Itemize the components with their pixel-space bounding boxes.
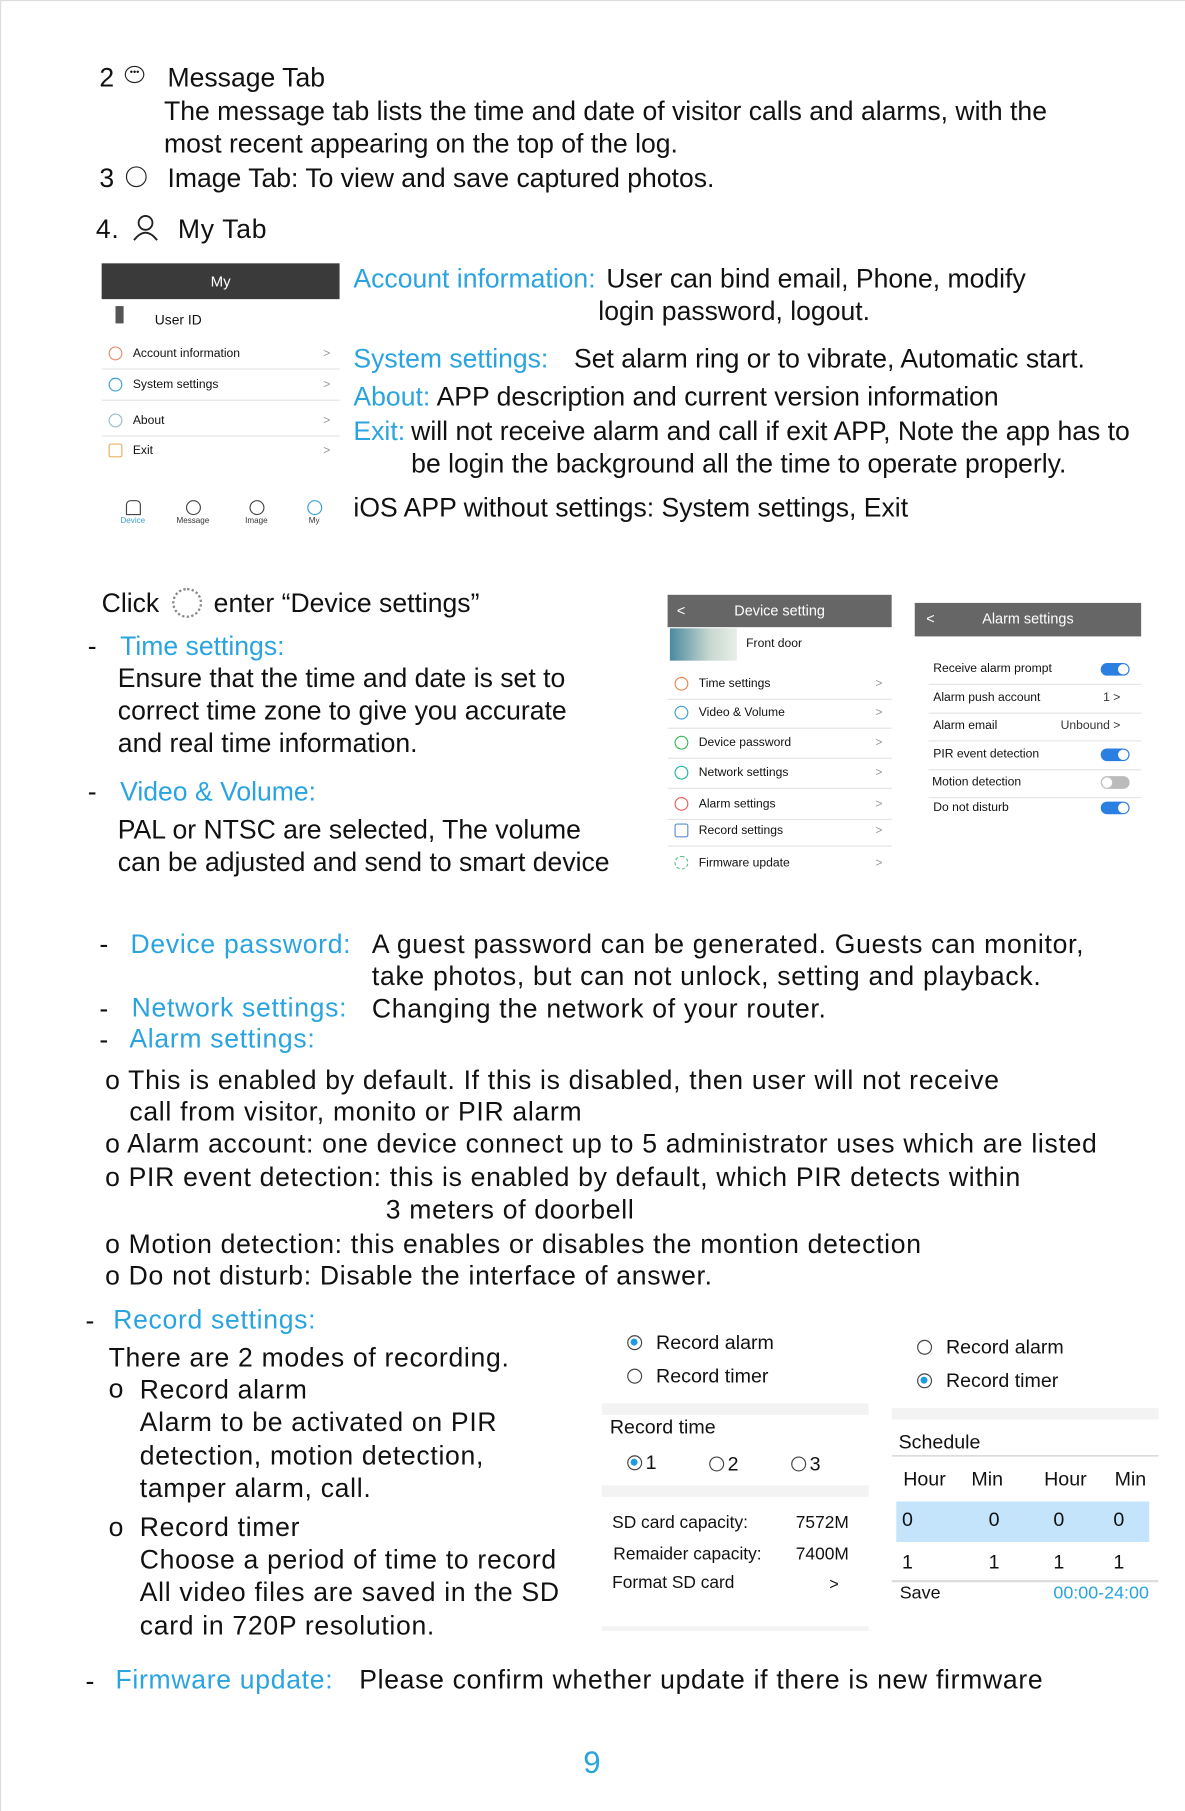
dash: - [99,1024,109,1055]
text: All video files are saved in the SD [139,1576,560,1607]
bullet: 3 meters of doorbell [385,1194,635,1225]
bullet-marker: o [108,1511,124,1542]
text: be login the background all the time to operate properly. [411,448,1067,479]
bullet: o PIR event detection: this is enabled by default, which PIR detects within [105,1161,1021,1192]
alarm-push-account-row[interactable]: Alarm push account 1 > [929,684,1142,714]
text: iOS APP without settings: System settings, Exit [353,492,909,523]
dash: - [87,630,97,661]
text: Please confirm whether update if there is new firmware [359,1664,1044,1695]
menu-time-settings[interactable]: Time settings > [668,670,892,700]
menu-network-settings[interactable]: Network settings > [668,759,892,789]
dash: - [99,928,109,959]
text: APP description and current version information [436,381,999,412]
dash: - [99,993,109,1024]
section-number: 4. [95,213,120,244]
text: Record alarm [139,1374,308,1405]
screen-title: Device setting [734,602,825,620]
bullet: call from visitor, monito or PIR alarm [129,1096,583,1127]
label: System settings: [353,343,549,374]
menu-device-password[interactable]: Device password > [668,729,892,759]
radio-record-alarm[interactable]: Record alarm [627,1332,774,1355]
image-icon [126,166,147,187]
radio-record-timer[interactable]: Record timer [917,1370,1058,1393]
cell: 0 [988,1508,1000,1531]
text: Click [101,587,160,618]
text: Alarm to be activated on PIR [139,1406,498,1437]
section-title: Image Tab: To view and save captured photos. [167,162,715,193]
menu-record-settings[interactable]: Record settings > [668,817,892,847]
cell: 1 [1053,1551,1065,1574]
tab-message[interactable]: Message [170,500,216,525]
toggle[interactable] [1101,663,1130,676]
cell: 1 [988,1551,1000,1574]
label: Alarm settings: [129,1023,316,1054]
section-number: 2 [99,62,115,93]
pir-detection-row: PIR event detection [929,740,1142,770]
text: and real time information. [117,727,418,758]
text: Set alarm ring or to vibrate, Automatic start. [574,343,1085,374]
text: detection, motion detection, [139,1440,485,1471]
bullet: o This is enabled by default. If this is disabled, then user will not receive [105,1064,1000,1095]
section-desc: The message tab lists the time and date of visitor calls and alarms, with the [164,95,1047,126]
device-setting-screenshot [668,595,892,878]
text: Changing the network of your router. [371,993,827,1024]
text: Record timer [139,1511,301,1542]
radio-time-2[interactable]: 2 [709,1453,738,1476]
text: enter “Device settings” [213,587,480,618]
label: Time settings: [120,630,285,661]
cell: 0 [902,1508,913,1531]
radio-record-timer[interactable]: Record timer [627,1365,768,1388]
menu-system-settings[interactable]: System settings > [102,371,340,401]
screen-header: My [102,263,340,299]
label: Firmware update: [115,1664,334,1695]
menu-exit[interactable]: Exit > [102,437,340,466]
label: Video & Volume: [120,776,317,807]
text: There are 2 modes of recording. [108,1342,510,1373]
page-number: 9 [583,1745,601,1780]
cell: 0 [1113,1508,1125,1531]
toggle[interactable] [1101,748,1130,761]
camera-name: Front door [746,636,803,651]
receive-alarm-prompt-row: Receive alarm prompt [929,655,1142,685]
column-header: Min [1114,1468,1147,1490]
user-id: User ID [154,311,202,329]
menu-about[interactable]: About > [102,407,340,437]
column-header: Hour [1044,1468,1087,1490]
label: Network settings: [131,992,348,1023]
radio-time-3[interactable]: 3 [791,1453,820,1476]
phone-icon [116,306,124,323]
remaining-capacity-value: 7400M [795,1544,849,1564]
sd-capacity-label: SD card capacity: [612,1513,748,1533]
cell: 0 [1053,1508,1065,1531]
section-title: My Tab [177,213,268,244]
column-header: Min [971,1468,1004,1490]
section-title: Message Tab [167,62,326,93]
text: will not receive alarm and call if exit APP, Note the app has to [411,415,1130,446]
text: card in 720P resolution. [139,1610,436,1641]
schedule-range: 00:00-24:00 [1053,1583,1149,1604]
message-icon: ••• [125,66,145,83]
text: login password, logout. [598,295,871,326]
toggle[interactable] [1101,802,1130,815]
menu-firmware-update[interactable]: Firmware update > [668,849,892,878]
cell: 1 [902,1551,913,1574]
dash: - [85,1305,95,1336]
bullet-marker: o [108,1373,124,1404]
text: can be adjusted and send to smart device [117,846,610,877]
menu-account-information[interactable]: Account information > [102,340,340,370]
text: Choose a period of time to record [139,1544,557,1575]
menu-alarm-settings[interactable]: Alarm settings > [668,790,892,820]
bullet: o Motion detection: this enables or disables the montion detection [105,1228,922,1259]
label: Record settings: [113,1303,317,1335]
menu-video-volume[interactable]: Video & Volume > [668,699,892,729]
record-time-label: Record time [609,1416,716,1438]
bullet: o Do not disturb: Disable the interface of answer. [105,1260,713,1291]
toggle[interactable] [1101,776,1130,789]
save-button[interactable]: Save [899,1583,941,1604]
screen-title: Alarm settings [982,610,1074,628]
tab-device[interactable]: Device [110,500,156,525]
cell: 1 [1113,1551,1125,1574]
back-button[interactable]: < [926,610,935,628]
sd-capacity-value: 7572M [795,1513,849,1533]
schedule-row-selected[interactable] [896,1502,1149,1542]
text: User can bind email, Phone, modify [606,263,1026,294]
text: A guest password can be generated. Guests can monitor, [371,928,1085,959]
label: Device password: [130,928,352,959]
label: Exit: [353,415,406,446]
do-not-disturb-row: Do not disturb [929,793,1142,822]
camera-thumbnail [670,628,737,660]
section-number: 3 [99,162,115,193]
column-header: Hour [903,1468,946,1490]
chevron-right-icon: > [829,1574,839,1593]
radio-record-alarm[interactable]: Record alarm [917,1336,1064,1359]
format-sd-card-button[interactable]: Format SD card [612,1573,735,1593]
tab-my[interactable]: My [291,500,337,525]
dash: - [85,1665,95,1696]
section-desc: most recent appearing on the top of the log. [164,128,678,159]
schedule-label: Schedule [898,1431,981,1453]
text: Ensure that the time and date is set to [117,662,566,693]
remaining-capacity-label: Remaider capacity: [613,1544,762,1564]
radio-time-1[interactable]: 1 [627,1452,656,1475]
back-button[interactable]: < [676,602,686,620]
user-icon [133,214,158,242]
text: take photos, but can not unlock, setting and playback. [371,960,1042,991]
my-tab-screenshot [102,263,340,534]
motion-detection-row: Motion detection [929,768,1142,798]
label: Account information: [353,263,596,294]
bullet: o Alarm account: one device connect up to 5 administrator uses which are listed [105,1128,1098,1159]
dash: - [87,776,97,807]
gear-icon [172,588,202,618]
alarm-email-row[interactable]: Alarm email Unbound > [929,711,1142,741]
alarm-settings-screenshot [915,603,1141,822]
text: tamper alarm, call. [139,1472,372,1503]
label: About: [353,381,431,412]
tab-image[interactable]: Image [233,500,279,525]
text: correct time zone to give you accurate [117,695,567,726]
text: PAL or NTSC are selected, The volume [117,814,581,845]
